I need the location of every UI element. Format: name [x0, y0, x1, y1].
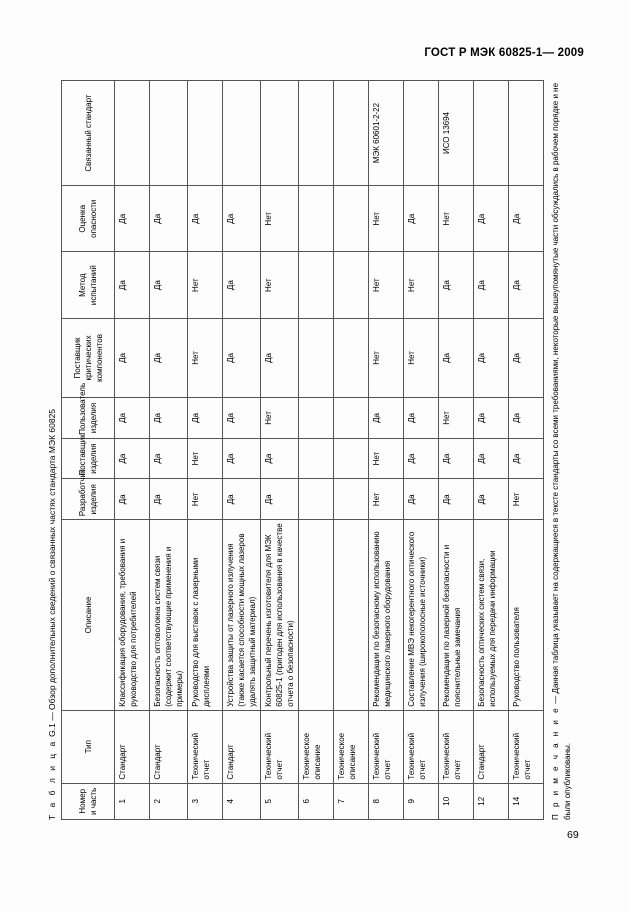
cell-related-standard	[509, 81, 544, 186]
cell-description: Составление МВЭ некогерентного оптического излучения (широкополосные источники)	[404, 520, 439, 711]
cell-description: Безопасность оптических систем связи, используемых для передачи информации	[474, 520, 509, 711]
cell-test-method: Нет	[261, 252, 299, 318]
cell-component-supplier: Да	[115, 318, 150, 397]
cell-developer	[334, 479, 369, 520]
table-row	[188, 81, 223, 820]
cell-risk-assessment: Да	[115, 186, 150, 252]
cell-related-standard	[188, 81, 223, 186]
cell-number: 5	[261, 783, 299, 819]
cell-developer: Да	[115, 479, 150, 520]
cell-type: Технический отчет	[188, 710, 223, 783]
cell-risk-assessment: Да	[223, 186, 261, 252]
document-header-title: ГОСТ Р МЭК 60825-1— 2009	[424, 47, 584, 59]
cell-component-supplier: Да	[261, 318, 299, 397]
cell-risk-assessment: Да	[150, 186, 188, 252]
cell-description: Контрольный перечень изготовителя для МЭК 60825-1 (пригоден для использования в качестве отчета о безопасности)	[261, 520, 299, 711]
cell-developer: Да	[223, 479, 261, 520]
cell-component-supplier: Да	[509, 318, 544, 397]
cell-description	[334, 520, 369, 711]
table-row	[334, 81, 369, 820]
cell-type: Стандарт	[115, 710, 150, 783]
cell-type: Технический отчет	[404, 710, 439, 783]
cell-supplier: Нет	[188, 438, 223, 479]
cell-component-supplier	[334, 318, 369, 397]
cell-risk-assessment: Нет	[369, 186, 404, 252]
cell-related-standard	[404, 81, 439, 186]
table-row	[299, 81, 334, 820]
cell-description: Классификация оборудования, требования и руководство для потребителей	[115, 520, 150, 711]
cell-supplier: Да	[150, 438, 188, 479]
cell-description: Рекомендации по безопасному использованию медицинского лазерного оборудования	[369, 520, 404, 711]
cell-description: Руководство для выставок с лазерными дисплеями	[188, 520, 223, 711]
table-header-row	[62, 81, 115, 820]
cell-number: 14	[509, 783, 544, 819]
cell-type: Технический отчет	[261, 710, 299, 783]
cell-user: Да	[404, 398, 439, 439]
cell-number: 8	[369, 783, 404, 819]
cell-developer: Да	[150, 479, 188, 520]
column-header-number: Номер и часть	[62, 783, 115, 819]
column-header-component-supplier: Поставщик критических компонентов	[62, 318, 115, 397]
cell-developer: Да	[404, 479, 439, 520]
cell-test-method: Да	[509, 252, 544, 318]
cell-number: 9	[404, 783, 439, 819]
cell-type: Технический отчет	[509, 710, 544, 783]
cell-type: Техническое описание	[334, 710, 369, 783]
cell-test-method: Нет	[369, 252, 404, 318]
cell-risk-assessment	[299, 186, 334, 252]
cell-description: Безопасность оптоволокна систем связи (содержит соответствующие применения и примеры)	[150, 520, 188, 711]
page-number: 69	[567, 829, 579, 841]
cell-supplier: Да	[115, 438, 150, 479]
cell-component-supplier: Да	[439, 318, 474, 397]
table-row	[404, 81, 439, 820]
cell-test-method: Да	[474, 252, 509, 318]
cell-component-supplier: Да	[474, 318, 509, 397]
cell-risk-assessment: Да	[188, 186, 223, 252]
column-header-supplier: Поставщик изделия	[62, 438, 115, 479]
cell-test-method	[334, 252, 369, 318]
related-parts-table	[61, 80, 544, 820]
cell-user: Да	[115, 398, 150, 439]
table-row	[439, 81, 474, 820]
table-row	[369, 81, 404, 820]
cell-risk-assessment: Да	[474, 186, 509, 252]
cell-developer	[299, 479, 334, 520]
cell-supplier: Да	[223, 438, 261, 479]
column-header-related-standard: Связанный стандарт	[62, 81, 115, 186]
column-header-description: Описание	[62, 520, 115, 711]
column-header-user: Пользователь изделия	[62, 398, 115, 439]
cell-user: Нет	[439, 398, 474, 439]
cell-related-standard	[334, 81, 369, 186]
cell-related-standard	[299, 81, 334, 186]
cell-user: Да	[188, 398, 223, 439]
cell-description: Руководство пользователя	[509, 520, 544, 711]
cell-risk-assessment: Нет	[261, 186, 299, 252]
table-row	[509, 81, 544, 820]
cell-related-standard	[223, 81, 261, 186]
cell-developer: Да	[474, 479, 509, 520]
cell-supplier: Да	[474, 438, 509, 479]
cell-component-supplier: Нет	[404, 318, 439, 397]
cell-component-supplier	[299, 318, 334, 397]
cell-developer: Нет	[188, 479, 223, 520]
table-row	[223, 81, 261, 820]
cell-user	[334, 398, 369, 439]
cell-type: Стандарт	[150, 710, 188, 783]
cell-number: 10	[439, 783, 474, 819]
cell-description	[299, 520, 334, 711]
table-note	[550, 80, 574, 820]
cell-risk-assessment	[334, 186, 369, 252]
cell-test-method: Да	[223, 252, 261, 318]
cell-number: 2	[150, 783, 188, 819]
cell-user: Да	[369, 398, 404, 439]
cell-supplier: Да	[404, 438, 439, 479]
table-caption-prefix: Т а б л и ц а	[47, 739, 57, 820]
cell-developer: Нет	[369, 479, 404, 520]
cell-component-supplier: Нет	[369, 318, 404, 397]
cell-type: Стандарт	[474, 710, 509, 783]
cell-test-method: Нет	[404, 252, 439, 318]
cell-supplier: Да	[509, 438, 544, 479]
cell-number: 3	[188, 783, 223, 819]
cell-description: Рекомендации по лазерной безопасности и пояснительные замечания	[439, 520, 474, 711]
cell-user: Да	[223, 398, 261, 439]
cell-type: Стандарт	[223, 710, 261, 783]
rotated-table-area	[47, 78, 587, 820]
table-row	[150, 81, 188, 820]
cell-number: 7	[334, 783, 369, 819]
cell-type: Технический отчет	[369, 710, 404, 783]
table-row	[115, 81, 150, 820]
column-header-developer: Разработчик изделия	[62, 479, 115, 520]
table-caption	[47, 409, 57, 820]
cell-user: Да	[150, 398, 188, 439]
cell-test-method: Да	[150, 252, 188, 318]
table-row	[261, 81, 299, 820]
cell-risk-assessment: Да	[404, 186, 439, 252]
cell-supplier: Нет	[369, 438, 404, 479]
cell-risk-assessment: Нет	[439, 186, 474, 252]
cell-developer: Да	[439, 479, 474, 520]
cell-supplier: Да	[439, 438, 474, 479]
cell-test-method: Да	[115, 252, 150, 318]
cell-related-standard: МЭК 60601-2-22	[369, 81, 404, 186]
cell-related-standard	[115, 81, 150, 186]
column-header-risk-assessment: Оценка опасности	[62, 186, 115, 252]
cell-component-supplier: Нет	[188, 318, 223, 397]
cell-number: 1	[115, 783, 150, 819]
cell-related-standard	[261, 81, 299, 186]
cell-description: Устройства защиты от лазерного излучения (также касается способности мощных лазеров удалять защитный материал)	[223, 520, 261, 711]
cell-user: Нет	[261, 398, 299, 439]
cell-test-method	[299, 252, 334, 318]
cell-supplier: Да	[261, 438, 299, 479]
cell-number: 4	[223, 783, 261, 819]
cell-risk-assessment: Да	[509, 186, 544, 252]
cell-user: Да	[474, 398, 509, 439]
cell-type: Технический отчет	[439, 710, 474, 783]
table-note-text: — Данная таблица указывает на содержащиеся в тексте стандарты со всеми требованиями, некоторые вышеупомянутые части обсуждались в рабочем порядке и не были опубликованы.	[551, 82, 572, 820]
cell-component-supplier: Да	[223, 318, 261, 397]
table-caption-text: G.1 — Обзор дополнительных сведений о связанных частях стандарта МЭК 60825	[47, 408, 57, 740]
cell-supplier	[299, 438, 334, 479]
cell-related-standard	[150, 81, 188, 186]
cell-component-supplier: Да	[150, 318, 188, 397]
column-header-test-method: Метод испытаний	[62, 252, 115, 318]
cell-related-standard	[474, 81, 509, 186]
table-note-prefix: П р и м е ч а н и е	[551, 705, 560, 820]
cell-type: Техническое описание	[299, 710, 334, 783]
cell-test-method: Да	[439, 252, 474, 318]
cell-related-standard: ИСО 13694	[439, 81, 474, 186]
cell-developer: Нет	[509, 479, 544, 520]
table-row	[474, 81, 509, 820]
cell-number: 6	[299, 783, 334, 819]
cell-user: Да	[509, 398, 544, 439]
column-header-type: Тип	[62, 710, 115, 783]
cell-developer: Да	[261, 479, 299, 520]
cell-number: 12	[474, 783, 509, 819]
cell-user	[299, 398, 334, 439]
cell-test-method: Нет	[188, 252, 223, 318]
cell-supplier	[334, 438, 369, 479]
